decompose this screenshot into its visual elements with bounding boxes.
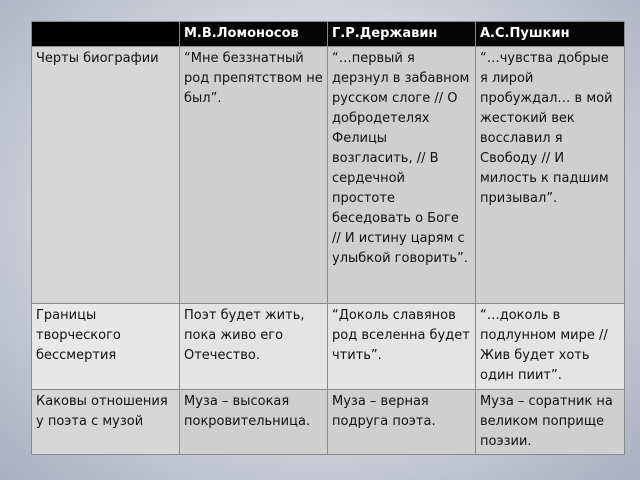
cell-pushkin-immortality: “…доколь в подлунном мире // Жив будет хоть один пиит”. bbox=[476, 304, 625, 390]
table-header-row bbox=[32, 22, 625, 47]
table-row bbox=[32, 304, 625, 390]
row-label-muse: Каковы отношения у поэта с музой bbox=[32, 390, 180, 455]
cell-derzhavin-immortality: “Доколь славянов род вселенна будет чтить”. bbox=[328, 304, 476, 390]
cell-lomonosov-biography: “Мне беззнатный род препятством не был”. bbox=[180, 47, 328, 304]
header-corner-cell bbox=[32, 22, 180, 47]
cell-derzhavin-biography: “…первый я дерзнул в забавном русском слоге // О добродетелях Фелицы возгласить, // В сердечной простоте беседовать о Боге // И истину царям с улыбкой говорить”. bbox=[328, 47, 476, 304]
table-row bbox=[32, 47, 625, 304]
cell-pushkin-biography: “…чувства добрые я лирой пробуждал… в мой жестокий век восславил я Свободу // И милость к падшим призывал”. bbox=[476, 47, 625, 304]
row-label-immortality: Границы творческого бессмертия bbox=[32, 304, 180, 390]
cell-lomonosov-immortality: Поэт будет жить, пока живо его Отечество. bbox=[180, 304, 328, 390]
cell-lomonosov-muse: Муза – высокая покровительница. bbox=[180, 390, 328, 455]
table-row bbox=[32, 390, 625, 455]
cell-pushkin-muse: Муза – соратник на великом поприще поэзии. bbox=[476, 390, 625, 455]
header-pushkin: А.С.Пушкин bbox=[476, 22, 625, 47]
poets-comparison-table bbox=[31, 21, 625, 455]
header-derzhavin: Г.Р.Державин bbox=[328, 22, 476, 47]
cell-derzhavin-muse: Муза – верная подруга поэта. bbox=[328, 390, 476, 455]
row-label-biography: Черты биографии bbox=[32, 47, 180, 304]
header-lomonosov: М.В.Ломоносов bbox=[180, 22, 328, 47]
